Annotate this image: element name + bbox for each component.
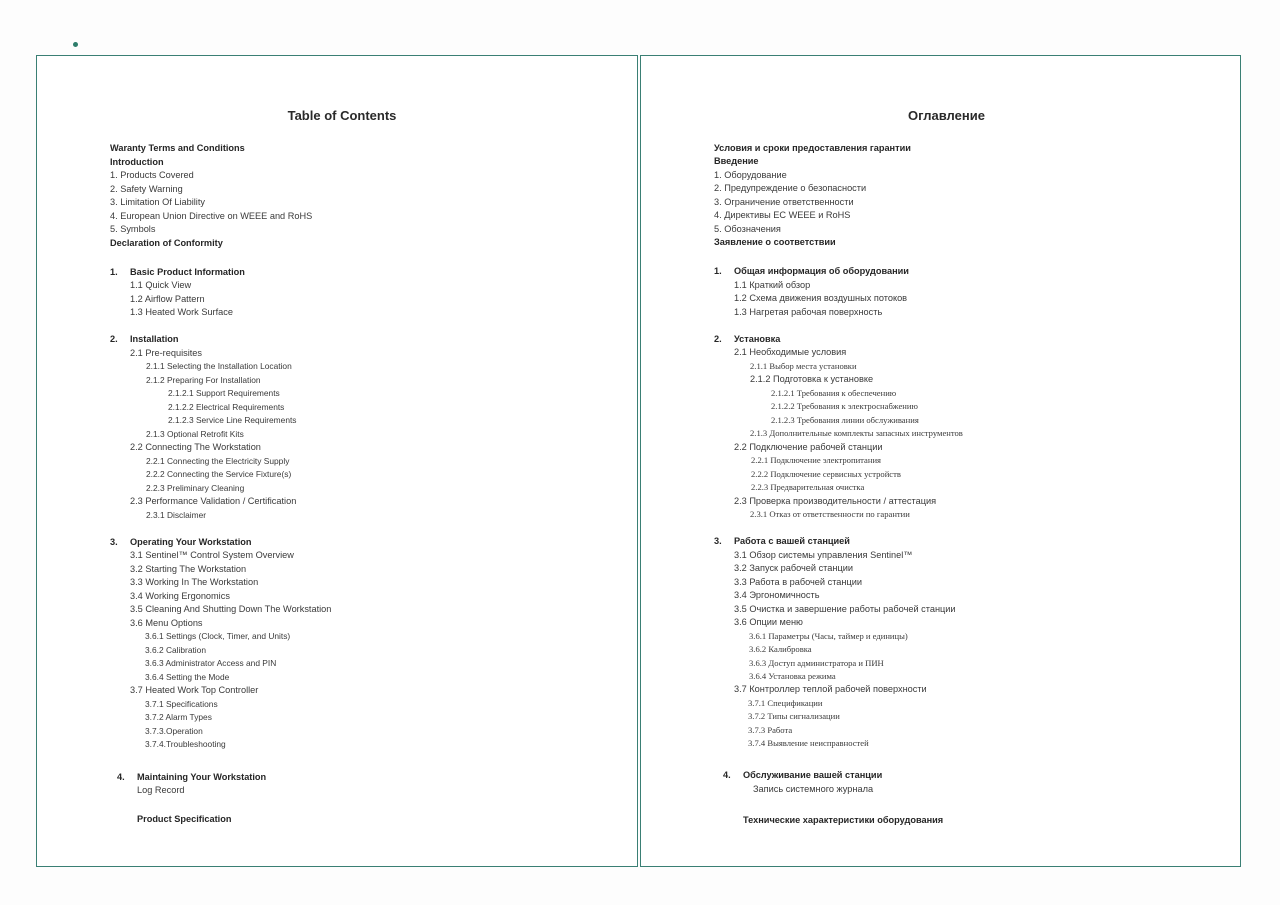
toc-entry[interactable]: 2.3 Performance Validation / Certification bbox=[130, 496, 297, 506]
toc-entry[interactable]: 2.2.1 Connecting the Electricity Supply bbox=[146, 456, 290, 466]
toc-entry[interactable]: 2.1.2 Preparing For Installation bbox=[146, 375, 261, 385]
list-bullet bbox=[73, 42, 78, 47]
toc-entry[interactable]: 5. Symbols bbox=[110, 224, 156, 234]
toc-entry[interactable]: 1.2 Airflow Pattern bbox=[130, 294, 205, 304]
toc-entry[interactable]: 3.7.3.Operation bbox=[145, 726, 203, 736]
toc-entry[interactable]: 2.2.1 Подключение электропитания bbox=[751, 455, 881, 465]
toc-entry[interactable]: 2.1.2.1 Support Requirements bbox=[168, 388, 280, 398]
toc-entry[interactable]: 2.2 Подключение рабочей станции bbox=[734, 442, 883, 452]
toc-entry[interactable]: 3.7.3 Работа bbox=[748, 725, 793, 735]
toc-entry[interactable]: 2.1.3 Дополнительные комплекты запасных инструментов bbox=[750, 428, 963, 438]
toc-entry[interactable]: 1.3 Нагретая рабочая поверхность bbox=[734, 307, 883, 317]
section-number: 1. bbox=[714, 266, 722, 276]
toc-entry[interactable]: 2.1 Pre-requisites bbox=[130, 348, 203, 358]
section-number: 3. bbox=[110, 537, 118, 547]
toc-entry[interactable]: 4. European Union Directive on WEEE and RoHS bbox=[110, 211, 313, 221]
toc-entry[interactable]: 3.7.4.Troubleshooting bbox=[145, 739, 226, 749]
toc-entry[interactable]: 2.2.3 Preliminary Cleaning bbox=[146, 483, 245, 493]
toc-entry[interactable]: 3.4 Working Ergonomics bbox=[130, 591, 230, 601]
toc-entry[interactable]: 3.6 Опции меню bbox=[734, 617, 803, 627]
toc-entry[interactable]: 3.6.1 Параметры (Часы, таймер и единицы) bbox=[749, 631, 908, 641]
toc-section-title[interactable]: Basic Product Information bbox=[130, 267, 245, 277]
toc-entry[interactable]: 3.1 Обзор системы управления Sentinel™ bbox=[734, 550, 913, 560]
section-number: 2. bbox=[110, 334, 118, 344]
section-number: 4. bbox=[117, 772, 125, 782]
toc-entry[interactable]: 3.6.3 Доступ администратора и ПИН bbox=[749, 658, 884, 668]
toc-declaration[interactable]: Заявление о соответствии bbox=[714, 237, 836, 247]
toc-entry[interactable]: 4. Директивы ЕС WEEE и RoHS bbox=[714, 210, 851, 220]
toc-entry[interactable]: 3.7.4 Выявление неисправностей bbox=[748, 738, 869, 748]
toc-entry[interactable]: Запись системного журнала bbox=[753, 784, 874, 794]
toc-entry[interactable]: 3. Ограничение ответственности bbox=[714, 197, 854, 207]
toc-section-title[interactable]: Operating Your Workstation bbox=[130, 537, 252, 547]
toc-entry[interactable]: 3.7.1 Спецификации bbox=[748, 698, 823, 708]
toc-entry[interactable]: 3.3 Работа в рабочей станции bbox=[734, 577, 863, 587]
section-number: 3. bbox=[714, 536, 722, 546]
toc-section-title[interactable]: Installation bbox=[130, 334, 179, 344]
page-title: Оглавление bbox=[908, 108, 985, 123]
toc-entry[interactable]: 2. Предупреждение о безопасности bbox=[714, 183, 867, 193]
toc-entry[interactable]: 3.1 Sentinel™ Control System Overview bbox=[130, 550, 294, 560]
toc-introduction[interactable]: Введение bbox=[714, 156, 759, 166]
toc-entry[interactable]: 2.2.3 Предварительная очистка bbox=[751, 482, 865, 492]
toc-entry[interactable]: 3.6.4 Setting the Mode bbox=[145, 672, 230, 682]
toc-entry[interactable]: 2.2.2 Connecting the Service Fixture(s) bbox=[146, 469, 292, 479]
toc-section-title[interactable]: Установка bbox=[734, 334, 781, 344]
toc-section-title[interactable]: Maintaining Your Workstation bbox=[137, 772, 267, 782]
toc-entry[interactable]: 1.1 Quick View bbox=[130, 280, 192, 290]
toc-entry[interactable]: 3.6.2 Калибровка bbox=[749, 644, 812, 654]
toc-entry[interactable]: 3.6.1 Settings (Clock, Timer, and Units) bbox=[145, 631, 291, 641]
toc-entry[interactable]: 3.7 Heated Work Top Controller bbox=[130, 685, 259, 695]
toc-entry[interactable]: 3.4 Эргономичность bbox=[734, 590, 820, 600]
toc-entry[interactable]: 1.3 Heated Work Surface bbox=[130, 307, 233, 317]
toc-entry[interactable]: 1. Products Covered bbox=[110, 170, 194, 180]
toc-entry[interactable]: 2. Safety Warning bbox=[110, 184, 183, 194]
toc-product-spec[interactable]: Технические характеристики оборудования bbox=[743, 815, 944, 825]
toc-entry[interactable]: 2.1.2.2 Требования к электроснабжению bbox=[771, 401, 918, 411]
toc-section-title[interactable]: Работа с вашей станцией bbox=[734, 536, 850, 546]
toc-page-russian bbox=[640, 55, 1241, 867]
toc-entry[interactable]: Log Record bbox=[137, 785, 185, 795]
toc-entry[interactable]: 2.1.2.3 Service Line Requirements bbox=[168, 415, 297, 425]
toc-section-title[interactable]: Обслуживание вашей станции bbox=[743, 770, 883, 780]
toc-entry[interactable]: 3.6.3 Administrator Access and PIN bbox=[145, 658, 277, 668]
page-title: Table of Contents bbox=[287, 108, 397, 123]
toc-entry[interactable]: 1. Оборудование bbox=[714, 170, 787, 180]
toc-entry[interactable]: 2.2.2 Подключение сервисных устройств bbox=[751, 469, 901, 479]
toc-entry[interactable]: 2.1.2.3 Требования линии обслуживания bbox=[771, 415, 919, 425]
toc-entry[interactable]: 3.2 Starting The Workstation bbox=[130, 564, 247, 574]
toc-entry[interactable]: 1.1 Краткий обзор bbox=[734, 280, 811, 290]
toc-entry[interactable]: 3.6.4 Установка режима bbox=[749, 671, 836, 681]
toc-entry[interactable]: 2.3.1 Disclaimer bbox=[146, 510, 207, 520]
toc-product-spec[interactable]: Product Specification bbox=[137, 814, 232, 824]
toc-entry[interactable]: 3.7.2 Типы сигнализации bbox=[748, 711, 840, 721]
toc-entry[interactable]: 3.5 Очистка и завершение работы рабочей станции bbox=[734, 604, 956, 614]
toc-entry[interactable]: 3.7.2 Alarm Types bbox=[145, 712, 212, 722]
toc-entry[interactable]: 3.6 Menu Options bbox=[130, 618, 203, 628]
toc-entry[interactable]: 2.1.2.1 Требования к обеспечению bbox=[771, 388, 897, 398]
toc-declaration[interactable]: Declaration of Conformity bbox=[110, 238, 223, 248]
toc-entry[interactable]: 2.1.2.2 Electrical Requirements bbox=[168, 402, 285, 412]
toc-entry[interactable]: 2.1 Необходимые условия bbox=[734, 347, 847, 357]
toc-entry[interactable]: 3.3 Working In The Workstation bbox=[130, 577, 259, 587]
toc-entry[interactable]: 5. Обозначения bbox=[714, 224, 781, 234]
toc-entry[interactable]: 3.2 Запуск рабочей станции bbox=[734, 563, 853, 573]
toc-entry[interactable]: 2.3.1 Отказ от ответственности по гарантии bbox=[750, 509, 910, 519]
toc-entry[interactable]: 3.6.2 Calibration bbox=[145, 645, 206, 655]
toc-introduction[interactable]: Introduction bbox=[110, 157, 164, 167]
toc-entry[interactable]: 3.7 Контроллер теплой рабочей поверхности bbox=[734, 684, 927, 694]
section-number: 2. bbox=[714, 334, 722, 344]
toc-entry[interactable]: 3.7.1 Specifications bbox=[145, 699, 218, 709]
toc-warranty[interactable]: Waranty Terms and Conditions bbox=[110, 143, 245, 153]
toc-section-title[interactable]: Общая информация об оборудовании bbox=[734, 266, 909, 276]
toc-entry[interactable]: 2.1.3 Optional Retrofit Kits bbox=[146, 429, 244, 439]
toc-entry[interactable]: 2.1.2 Подготовка к установке bbox=[750, 374, 874, 384]
toc-page-english bbox=[36, 55, 638, 867]
toc-entry[interactable]: 1.2 Схема движения воздушных потоков bbox=[734, 293, 908, 303]
toc-entry[interactable]: 3. Limitation Of Liability bbox=[110, 197, 205, 207]
toc-entry[interactable]: 2.2 Connecting The Workstation bbox=[130, 442, 261, 452]
section-number: 1. bbox=[110, 267, 118, 277]
toc-warranty[interactable]: Условия и сроки предоставления гарантии bbox=[714, 143, 911, 153]
toc-entry[interactable]: 2.1.1 Selecting the Installation Location bbox=[146, 361, 292, 371]
toc-entry[interactable]: 3.5 Cleaning And Shutting Down The Workstation bbox=[130, 604, 332, 614]
toc-entry[interactable]: 2.1.1 Выбор места установки bbox=[750, 361, 857, 371]
section-number: 4. bbox=[723, 770, 731, 780]
toc-entry[interactable]: 2.3 Проверка производительности / аттестация bbox=[734, 496, 937, 506]
